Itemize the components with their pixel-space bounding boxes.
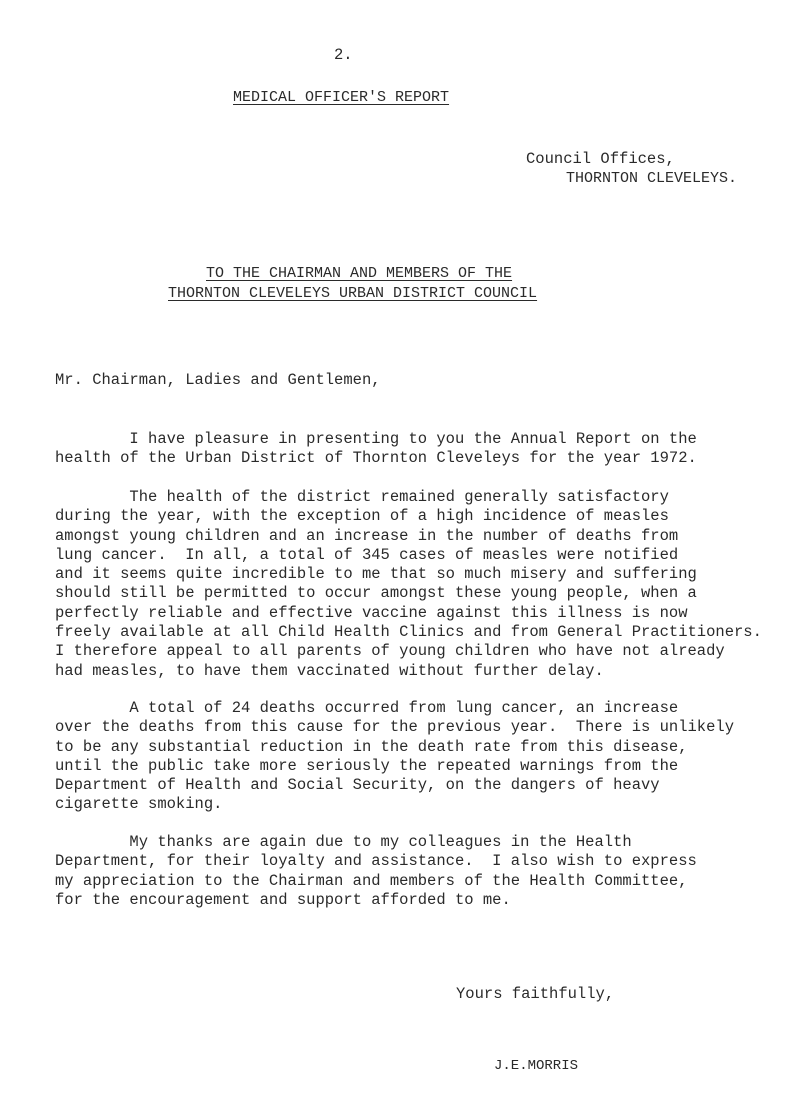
paragraph-line: I therefore appeal to all parents of young children who have not already <box>55 642 725 661</box>
page-number: 2. <box>334 46 353 64</box>
paragraph-line: should still be permitted to occur amongst these young people, when a <box>55 584 697 603</box>
paragraph-3 <box>55 699 790 815</box>
paragraph-line: to be any substantial reduction in the death rate from this disease, <box>55 737 688 756</box>
paragraph-line: I have pleasure in presenting to you the Annual Report on the <box>55 430 697 448</box>
paragraph-line: during the year, with the exception of a high incidence of measles <box>55 507 669 526</box>
paragraph-line: cigarette smoking. <box>55 795 223 814</box>
paragraph-line: my appreciation to the Chairman and members of the Health Committee, <box>55 871 688 890</box>
paragraph-line: had measles, to have them vaccinated without further delay. <box>55 661 604 680</box>
paragraph-line: health of the Urban District of Thornton Cleveleys for the year 1972. <box>55 449 697 468</box>
addressee-line-2: THORNTON CLEVELEYS URBAN DISTRICT COUNCIL <box>168 285 538 302</box>
addressee-line-1: TO THE CHAIRMAN AND MEMBERS OF THE <box>206 265 513 282</box>
paragraph-line: amongst young children and an increase in the number of deaths from <box>55 526 679 545</box>
signature: J.E.MORRIS <box>494 1058 579 1074</box>
paragraph-line: for the encouragement and support afforded to me. <box>55 890 511 909</box>
paragraph-line: A total of 24 deaths occurred from lung cancer, an increase <box>55 699 679 717</box>
closing: Yours faithfully, <box>456 985 615 1003</box>
paragraph-line: freely available at all Child Health Clinics and from General Practitioners. <box>55 623 762 642</box>
paragraph-line: perfectly reliable and effective vaccine against this illness is now <box>55 603 688 622</box>
paragraph-line: lung cancer. In all, a total of 345 cases of measles were notified <box>55 545 679 564</box>
paragraph-line: My thanks are again due to my colleagues in the Health <box>55 833 632 851</box>
paragraph-line: The health of the district remained generally satisfactory <box>55 488 669 506</box>
paragraph-line: and it seems quite incredible to me that so much misery and suffering <box>55 565 697 584</box>
paragraph-line: Department, for their loyalty and assistance. I also wish to express <box>55 852 697 871</box>
paragraph-line: over the deaths from this cause for the previous year. There is unlikely <box>55 718 735 737</box>
paragraph-4 <box>55 833 790 910</box>
salutation: Mr. Chairman, Ladies and Gentlemen, <box>55 371 381 389</box>
paragraph-1 <box>55 430 790 469</box>
report-title: MEDICAL OFFICER'S REPORT <box>233 89 450 106</box>
address-line-2: THORNTON CLEVELEYS. <box>566 170 738 187</box>
paragraph-line: Department of Health and Social Security, on the dangers of heavy <box>55 776 660 795</box>
paragraph-line: until the public take more seriously the repeated warnings from the <box>55 756 679 775</box>
address-line-1: Council Offices, <box>526 150 675 168</box>
paragraph-2 <box>55 488 790 681</box>
